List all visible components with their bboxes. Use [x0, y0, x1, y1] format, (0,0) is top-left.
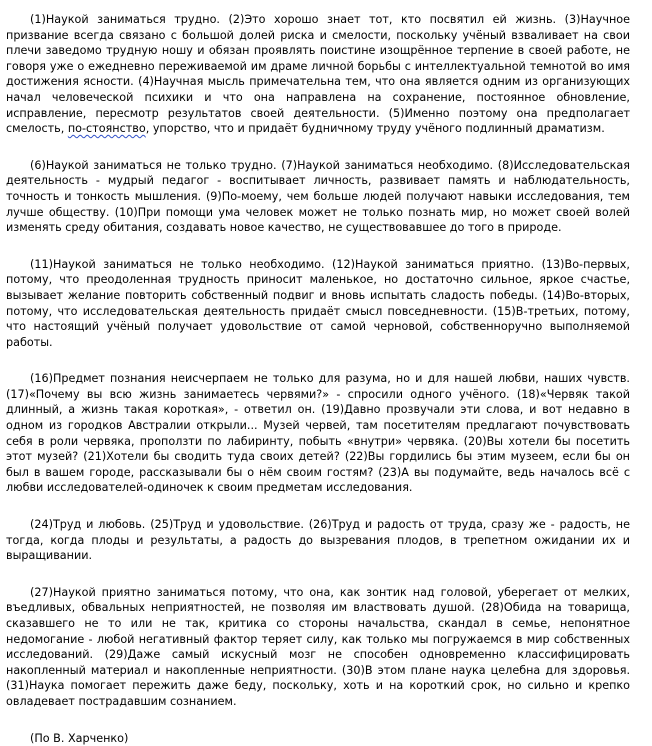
paragraph-3: (11)Наукой заниматься не только необходимо. (12)Наукой заниматься приятно. (13)Во-первых, потому, что преодоленная трудность приносит маленькое, но достаточно сильное, яркое счастье, вызывает желание повторить собственный подвиг и вновь испытать сладость победы. (14)Во-вторых, потому, что исследовательская деятельность придаёт смысл повседневности. (15)В-третьих, потому, что настоящий учёный получает удовольствие от самой черновой, собственноручно выполняемой работы.: [6, 257, 630, 349]
paragraph-4: (16)Предмет познания неисчерпаем не только для разума, но и для нашей любви, наших чувств. (17)«Почему вы всю жизнь занимаетесь червями?» - спросили одного учёного. (18)«Червяк такой длинный, а жизнь такая короткая», - ответил он. (19)Давно прозвучали эти слова, и вот недавно в одном из городков Австралии открыли... Музей червей, там посетителям предлагают почувствовать себя в роли червяка, проползти по лабиринту, побыть «внутри» червяка. (20)Вы хотели бы посетить этот музей? (21)Хотели бы сводить туда своих детей? (22)Вы гордились бы этим музеем, если бы он был в вашем городе, рассказывали бы о нём своим гостям? (23)А вы подумайте, ведь началось всё с любви исследователей-одиночек к своим предметам исследования.: [6, 372, 630, 495]
paragraph-6: (27)Наукой приятно заниматься потому, что она, как зонтик над головой, уберегает от мелких, въедливых, обвальных неприятностей, не позволяя им властвовать душой. (28)Обида на товарища, сказавшего не то или не так, критика со стороны начальства, скандал в семье, непонятное недомогание - любой негативный фактор теряет силу, как только мы погружаемся в мир собственных исследований. (29)Даже самый искусный мозг не способен одновременно классифицировать накопленный материал и накопленные неприятности. (30)В этом плане наука целебна для здоровья. (31)Наука помогает пережить даже беду, поскольку, хоть и на короткий срок, но сильно и крепко овладевает пострадавшим сознанием.: [6, 585, 630, 708]
paragraph-5: (24)Труд и любовь. (25)Труд и удовольствие. (26)Труд и радость от труда, сразу же - радость, не тогда, когда плоды и результаты, а радость до вызревания плодов, в трепетном ожидании их и выращивании.: [6, 518, 630, 563]
document-body: [6, 12, 630, 746]
spellcheck-flagged-word: по-стоянство: [67, 122, 146, 136]
paragraph-2: (6)Наукой заниматься не только трудно. (7)Наукой заниматься необходимо. (8)Исследовательская деятельность - мудрый педагог - воспитывает личность, развивает память и наблюдательность, точность и тонкость мышления. (9)По-моему, чем больше людей получают навыки исследования, тем лучше обществу. (10)При помощи ума человек может не только познать мир, но может своей волей изменять среду обитания, создавать новое качество, не существовавшее до того в природе.: [6, 158, 630, 235]
source-attribution: (По В. Харченко): [30, 731, 129, 745]
paragraph-1-text-end: , упорство, что и придаёт будничному труду учёного подлинный драматизм.: [145, 122, 605, 136]
paragraph-1: [6, 12, 630, 137]
paragraph-1-text-start: (1)Наукой заниматься трудно. (2)Это хорошо знает тот, кто посвятил ей жизнь. (3)Научное призвание всегда связано с большой долей риска и смелости, поскольку учёный взваливает на свои плечи заведомо трудную ношу и обязан проявлять поистине изощрённое терпение в своей работе, не говоря уже о ежедневно переживаемой им драме личной борьбы с интеллектуальной темнотой во имя достижения ясности. (4)Научная мысль примечательна тем, что она является одним из организующих начал человеческой психики и что она направлена на сохранение, постоянное обновление, исправление, пересмотр результатов своей деятельности. (5)Именно поэтому она предполагает смелость,: [6, 13, 630, 136]
